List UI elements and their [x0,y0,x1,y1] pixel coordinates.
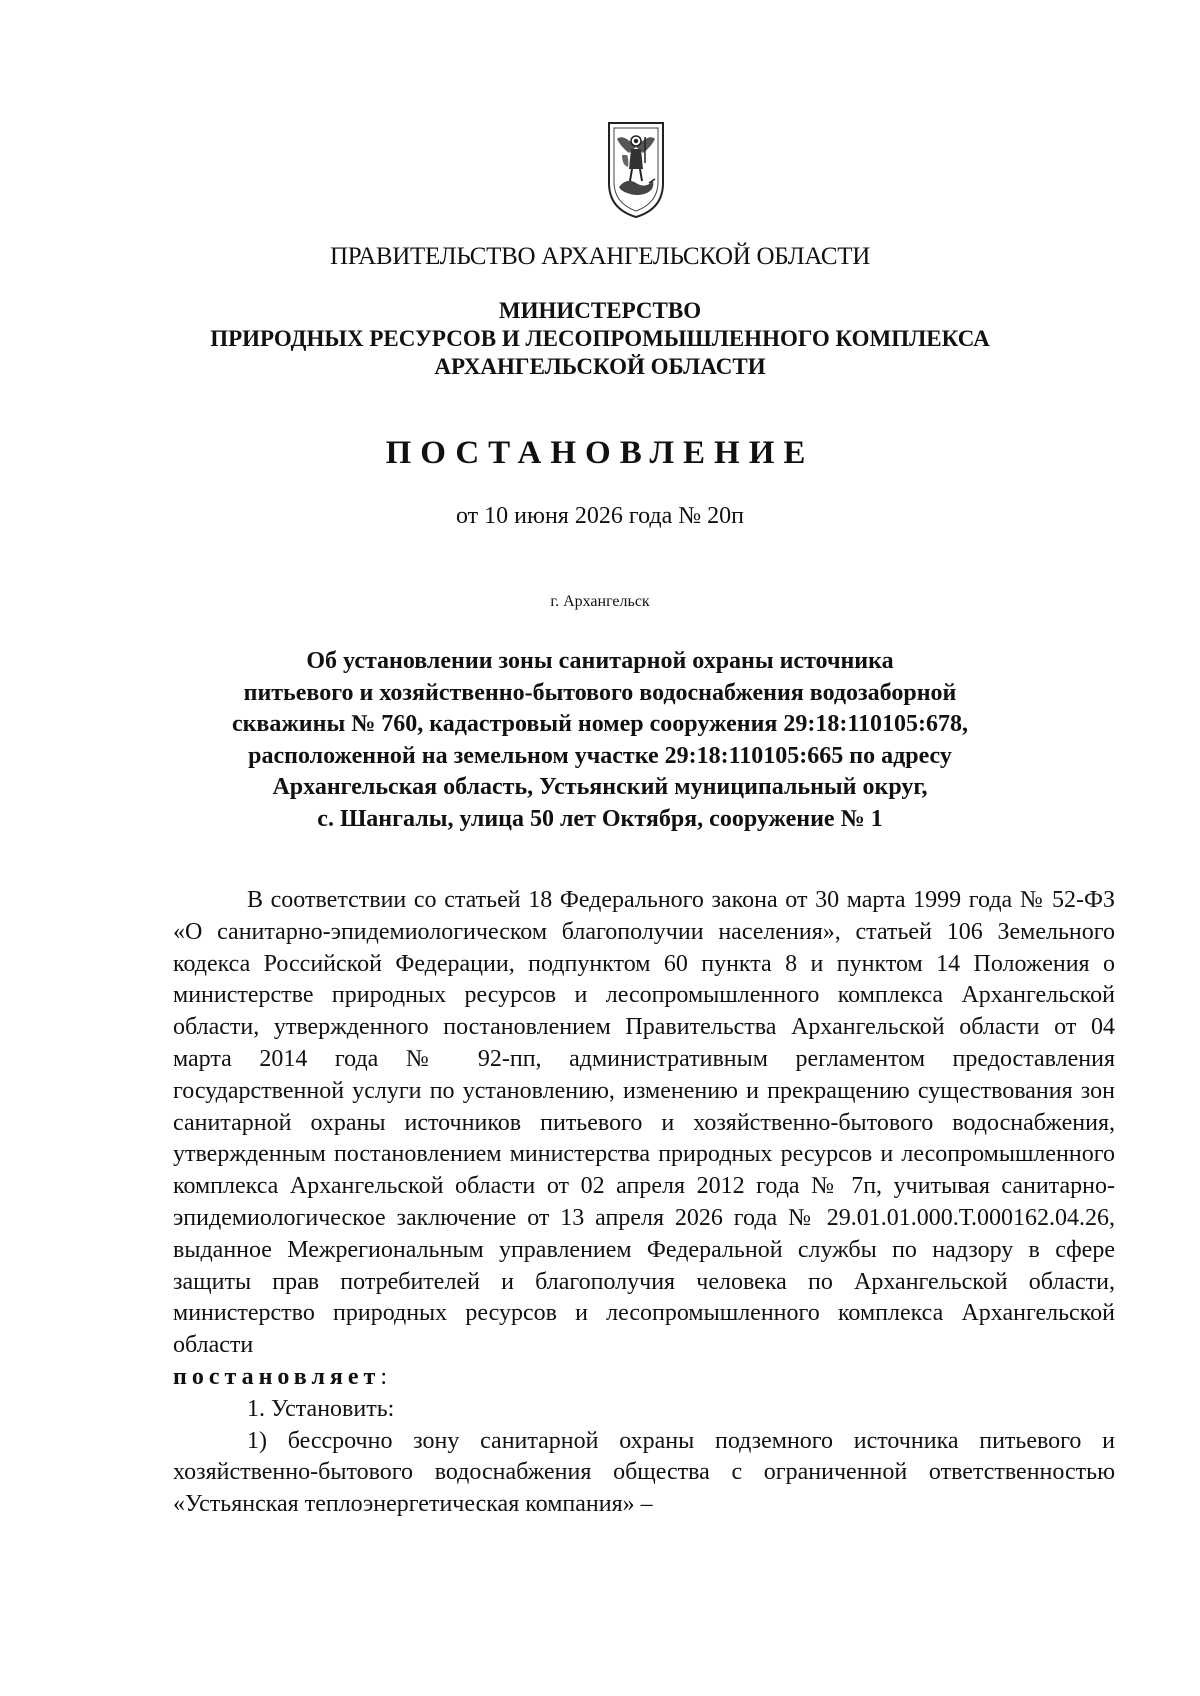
ministry-line: АРХАНГЕЛЬСКОЙ ОБЛАСТИ [434,354,766,379]
title-line: расположенной на земельном участке 29:18:110105:665 по адресу [248,742,952,769]
item-1: 1. Установить: [247,1395,395,1422]
ministry-line: МИНИСТЕРСТВО [498,298,702,323]
ministry-name [0,297,1200,381]
document-city: г. Архангельск [550,593,650,610]
title-line: с. Шангалы, улица 50 лет Октября, сооружение № 1 [317,805,883,832]
coat-of-arms-icon [605,117,667,221]
title-line: скважины № 760, кадастровый номер сооружения 29:18:110105:678, [231,711,969,737]
resolves-word: постановляет [173,1363,381,1390]
resolves-punct: : [380,1363,387,1390]
title-line: Архангельская область, Устьянский муниципальный округ, [272,774,928,800]
title-line: питьевого и хозяйственно-бытового водоснабжения водозаборной [243,679,957,706]
ministry-line: ПРИРОДНЫХ РЕСУРСОВ И ЛЕСОПРОМЫШЛЕННОГО КОМПЛЕКСА [210,326,990,351]
preamble-paragraph: В соответствии со статьей 18 Федерального закона от 30 марта 1999 года № 52-ФЗ «О санитарно-эпидемиологическом благополучии населения», статьей 106 Земельного кодекса Российской Федерации, подпунктом 60 пункта 8 и пунктом 14 Положения о министерстве природных ресурсов и лесопромышленного комплекса Архангельской области, утвержденного постановлением Правительства Архангельской области от 04 марта 2014 года № 92-пп, административным регламентом предоставления государственной услуги по установлению, изменению и прекращению существования зон санитарной охраны источников питьевого и хозяйственно-бытового водоснабжения, утвержденным постановлением министерства природных ресурсов и лесопромышленного комплекса Архангельской области от 02 апреля 2012 года № 7п, учитывая санитарно-эпидемиологическое заключение от 13 апреля 2026 года № 29.01.01.000.Т.000162.04.26, выданное Межрегиональным управлением Федеральной службы по надзору в сфере защиты прав потребителей и благополучия человека по Архангельской области, министерство природных ресурсов и лесопромышленного комплекса Архангельской области [173,887,1115,1359]
government-name: ПРАВИТЕЛЬСТВО АРХАНГЕЛЬСКОЙ ОБЛАСТИ [330,243,870,270]
item-1-1: 1) бессрочно зону санитарной охраны подземного источника питьевого и хозяйственно-бытового водоснабжения общества с ограниченной ответственностью «Устьянская теплоэнергетическая компания» – [173,1427,1115,1518]
document-type: ПОСТАНОВЛЕНИЕ [385,435,815,471]
document-title [0,646,1200,835]
document-body [173,885,1115,1521]
document-date-number: от 10 июня 2026 года № 20п [456,503,744,529]
title-line: Об установлении зоны санитарной охраны источника [306,648,894,674]
resolves-line [173,1362,1115,1394]
